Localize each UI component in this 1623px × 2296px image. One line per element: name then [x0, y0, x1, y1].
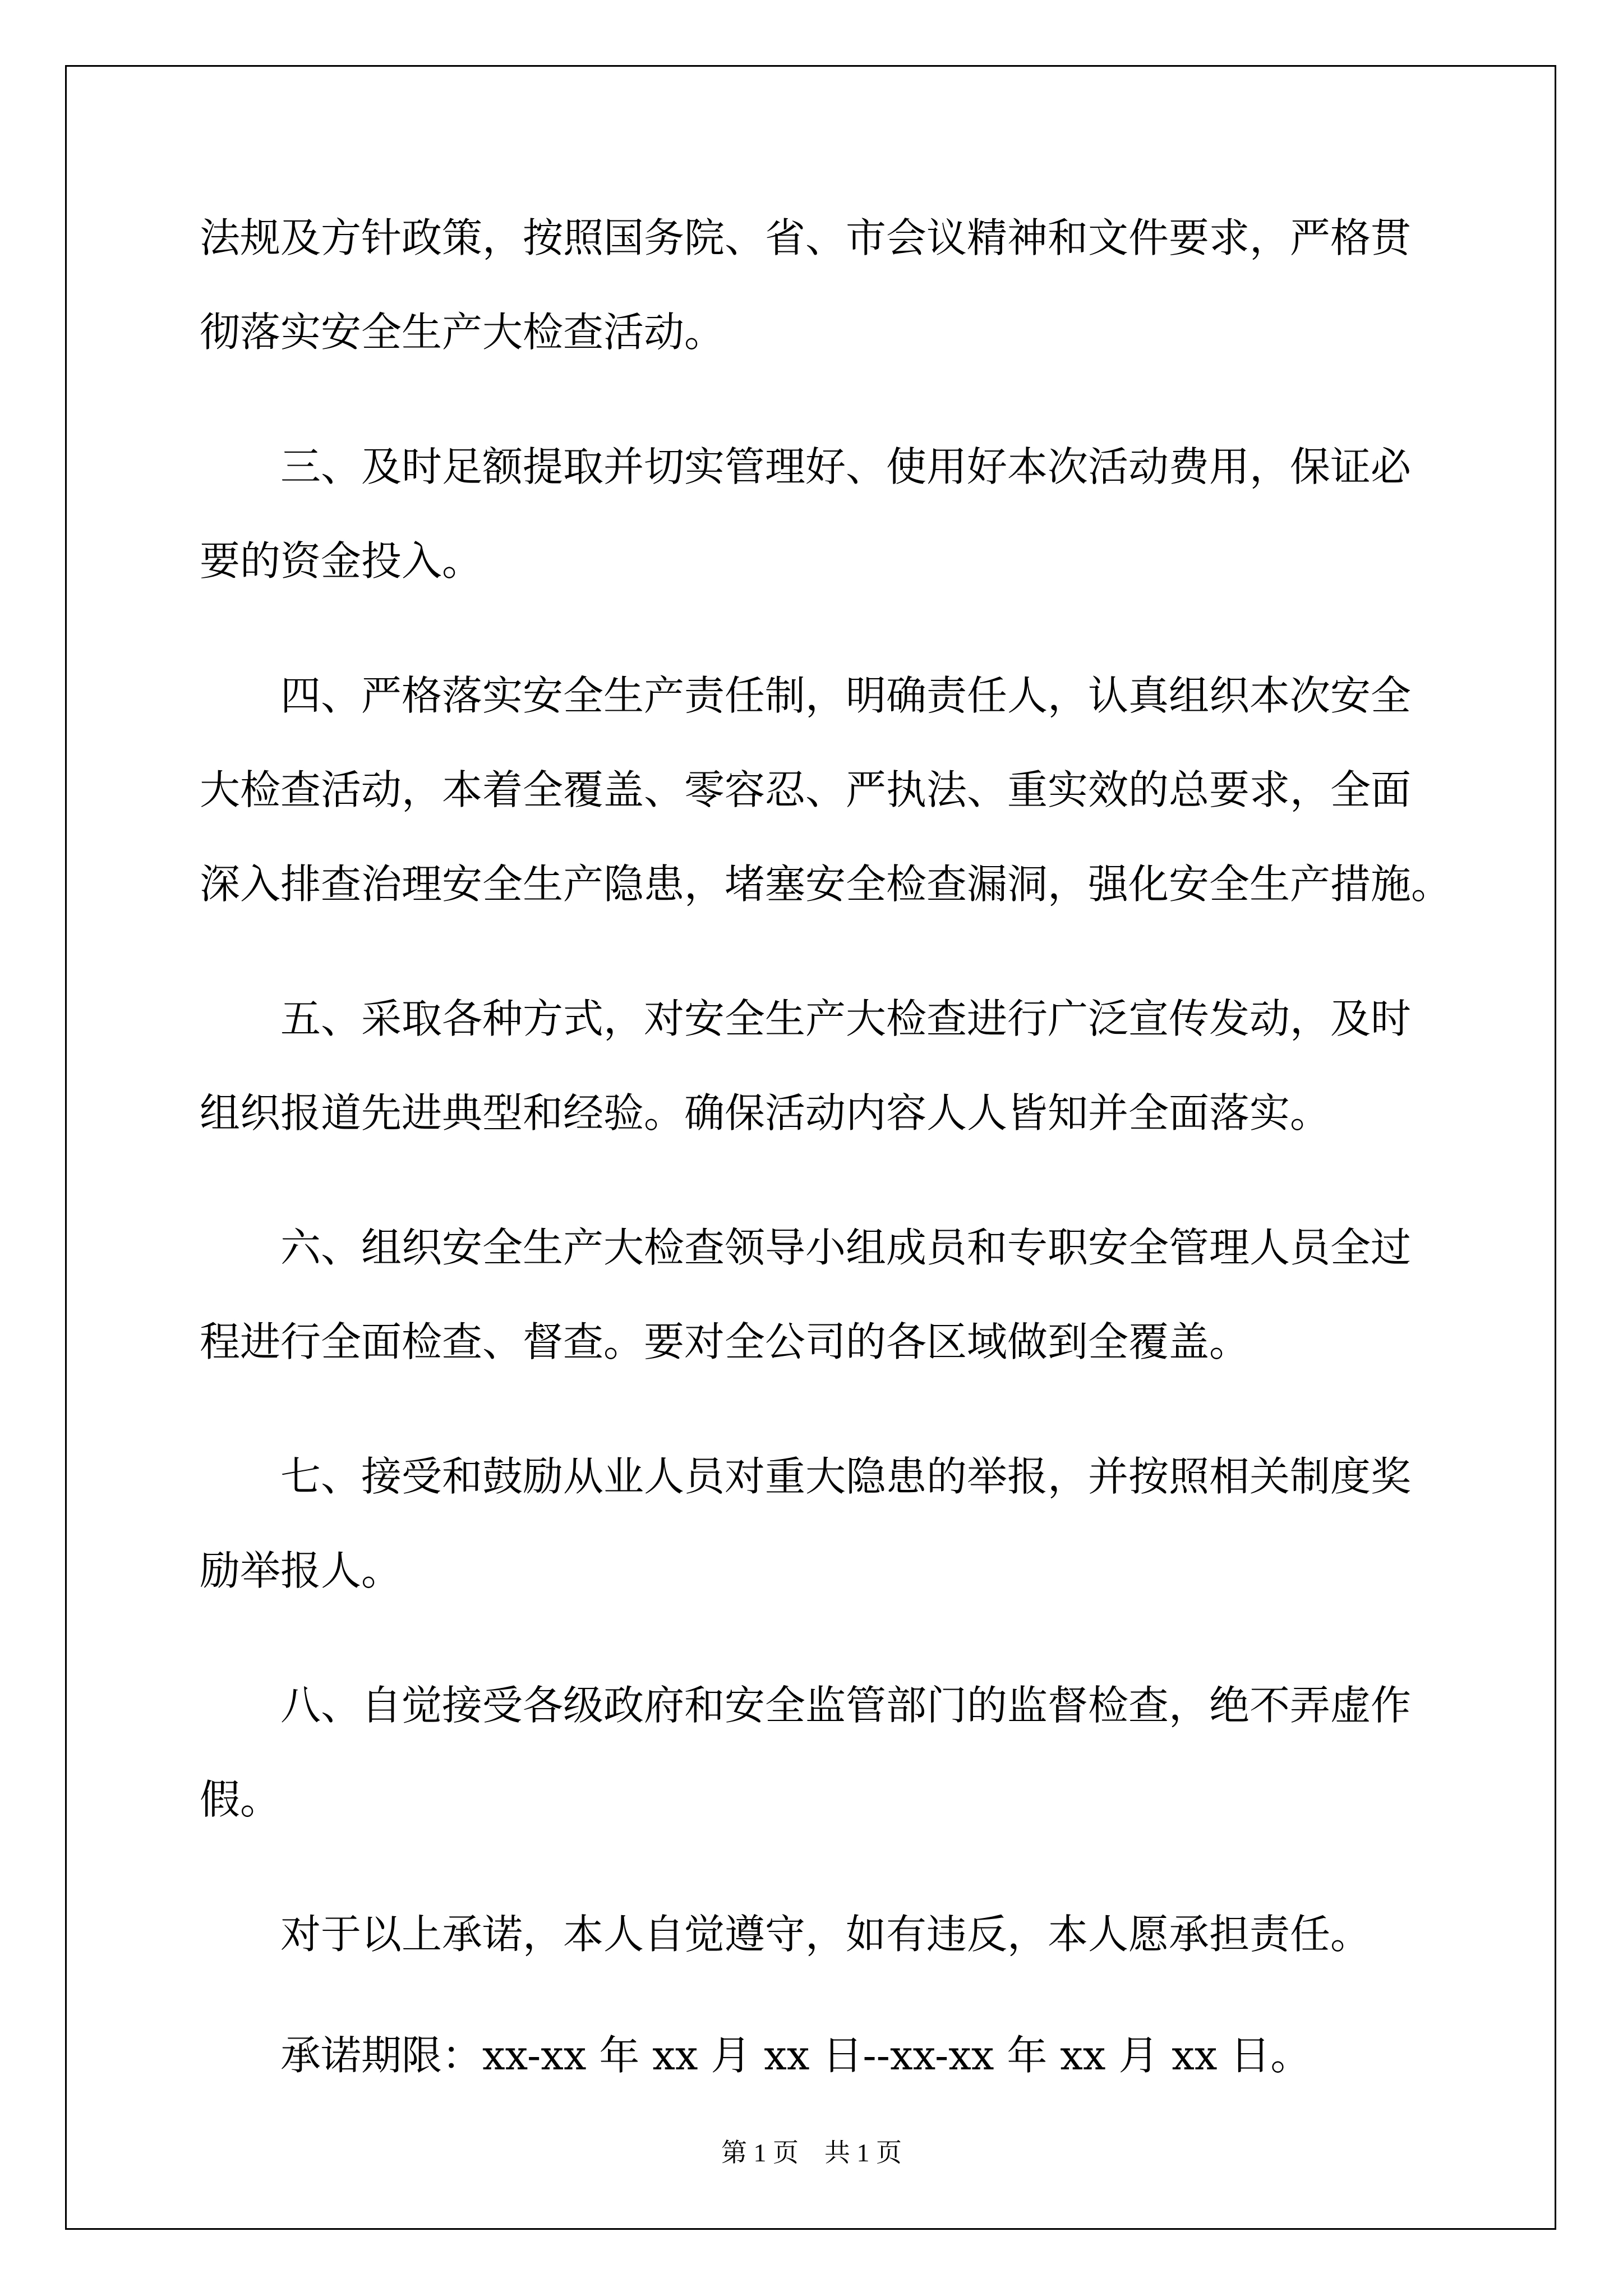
text-line: 大检查活动，本着全覆盖、零容忍、严执法、重实效的总要求，全面 [200, 766, 1412, 813]
paragraph-four-line: 四、严格落实安全生产责任制，明确责任人，认真组织本次安全 [280, 672, 1412, 719]
text-line: 彻落实安全生产大检查活动。 [200, 309, 725, 356]
paragraph-five-line: 五、采取各种方式，对安全生产大检查进行广泛宣传发动，及时 [280, 995, 1412, 1042]
text-line: 程进行全面检查、督查。要对全公司的各区域做到全覆盖。 [200, 1318, 1250, 1365]
page-number-footer: 第 1 页 共 1 页 [721, 2138, 902, 2167]
paragraph-eight-line: 八、自觉接受各级政府和安全监管部门的监督检查，绝不弄虚作 [280, 1682, 1412, 1729]
paragraph-six-line: 六、组织安全生产大检查领导小组成员和专职安全管理人员全过 [280, 1224, 1412, 1271]
commitment-period: 承诺期限：xx-xx 年 xx 月 xx 日--xx-xx 年 xx 月 xx 日。 [280, 2032, 1311, 2079]
text-line: 深入排查治理安全生产隐患，堵塞安全检查漏洞，强化安全生产措施。 [200, 861, 1452, 908]
text-line: 法规及方针政策，按照国务院、省、市会议精神和文件要求，严格贯 [200, 214, 1412, 261]
commitment-statement: 对于以上承诺，本人自觉遵守，如有违反，本人愿承担责任。 [280, 1911, 1371, 1958]
paragraph-seven-line: 七、接受和鼓励从业人员对重大隐患的举报，并按照相关制度奖 [280, 1453, 1412, 1500]
text-line: 励举报人。 [200, 1547, 402, 1594]
page-border [65, 65, 1556, 2230]
text-line: 组织报道先进典型和经验。确保活动内容人人皆知并全面落实。 [200, 1089, 1331, 1137]
text-line: 要的资金投入。 [200, 537, 483, 585]
paragraph-three-line: 三、及时足额提取并切实管理好、使用好本次活动费用，保证必 [280, 443, 1412, 490]
text-line: 假。 [200, 1776, 281, 1823]
